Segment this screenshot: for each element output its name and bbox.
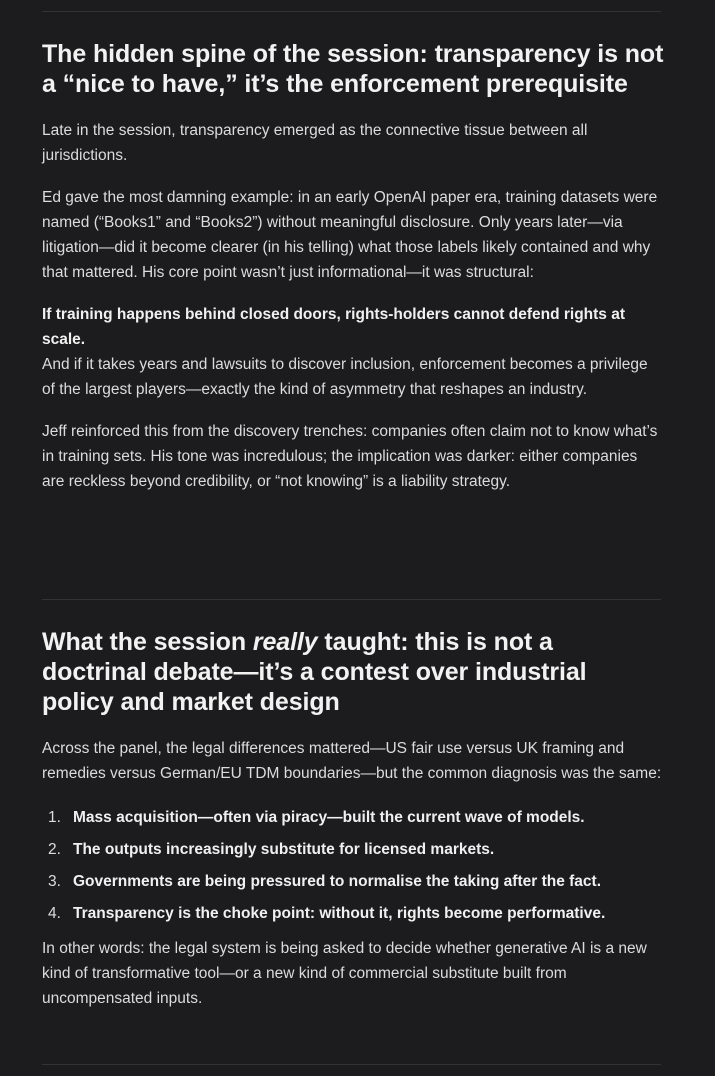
list-number: 1. — [48, 809, 61, 826]
paragraph-in-other-words: In other words: the legal system is being asked to decide whether generative AI is a new kind of transformative tool—or a new kind of commercial substitute built from uncompensated inputs. — [42, 940, 647, 1007]
list-item — [42, 805, 664, 837]
section-divider-bottom — [42, 1064, 661, 1065]
list-number: 4. — [48, 905, 61, 922]
diagnosis-list — [42, 805, 664, 933]
paragraph-ed-example: Ed gave the most damning example: in an early OpenAI paper era, training datasets were named (“Books1” and “Books2”) without meaningful disclosure. Only years later—via litigation—did it become clearer (in his telling) what those labels likely contained and why that mattered. His core point wasn’t just informational—it was structural: — [42, 189, 658, 281]
section-heading-industrial-policy — [42, 627, 664, 717]
paragraph-panel-diagnosis: Across the panel, the legal differences mattered—US fair use versus UK framing and remedies versus German/EU TDM boundaries—but the common diagnosis was the same: — [42, 740, 662, 782]
paragraph-key-statement: If training happens behind closed doors, rights-holders cannot defend rights at scale. — [42, 306, 626, 348]
heading-text-start: What the session — [42, 628, 253, 656]
list-item-text: The outputs increasingly substitute for licensed markets. — [73, 841, 495, 858]
list-item-text: Governments are being pressured to normalise the taking after the fact. — [73, 873, 601, 890]
section-divider-middle — [42, 599, 661, 600]
paragraph-asymmetry: And if it takes years and lawsuits to discover inclusion, enforcement becomes a privilege of the largest players—exactly the kind of asymmetry that reshapes an industry. — [42, 356, 648, 398]
heading-emphasis: really — [252, 628, 318, 656]
section-transparency — [42, 39, 664, 494]
list-item — [42, 869, 664, 901]
list-number: 2. — [48, 841, 61, 858]
list-item-text: Mass acquisition—often via piracy—built the current wave of models. — [73, 809, 585, 826]
list-item — [42, 901, 664, 933]
section-divider-top — [42, 11, 661, 12]
paragraph-transparency-intro: Late in the session, transparency emerged as the connective tissue between all jurisdictions. — [42, 122, 588, 164]
list-number: 3. — [48, 873, 61, 890]
paragraph-jeff-discovery: Jeff reinforced this from the discovery trenches: companies often claim not to know what’s in training sets. His tone was incredulous; the implication was darker: either companies are reckless beyond credibility, or “not knowing” is a liability strategy. — [42, 423, 658, 490]
section-industrial-policy — [42, 627, 664, 1011]
section-heading-transparency: The hidden spine of the session: transparency is not a “nice to have,” it’s the enforcement prerequisite — [42, 40, 664, 98]
list-item-text: Transparency is the choke point: without it, rights become performative. — [73, 905, 606, 922]
heading-text-end: taught: this is not a doctrinal debate—it’s a contest over industrial policy and market design — [42, 628, 587, 716]
list-item — [42, 837, 664, 869]
